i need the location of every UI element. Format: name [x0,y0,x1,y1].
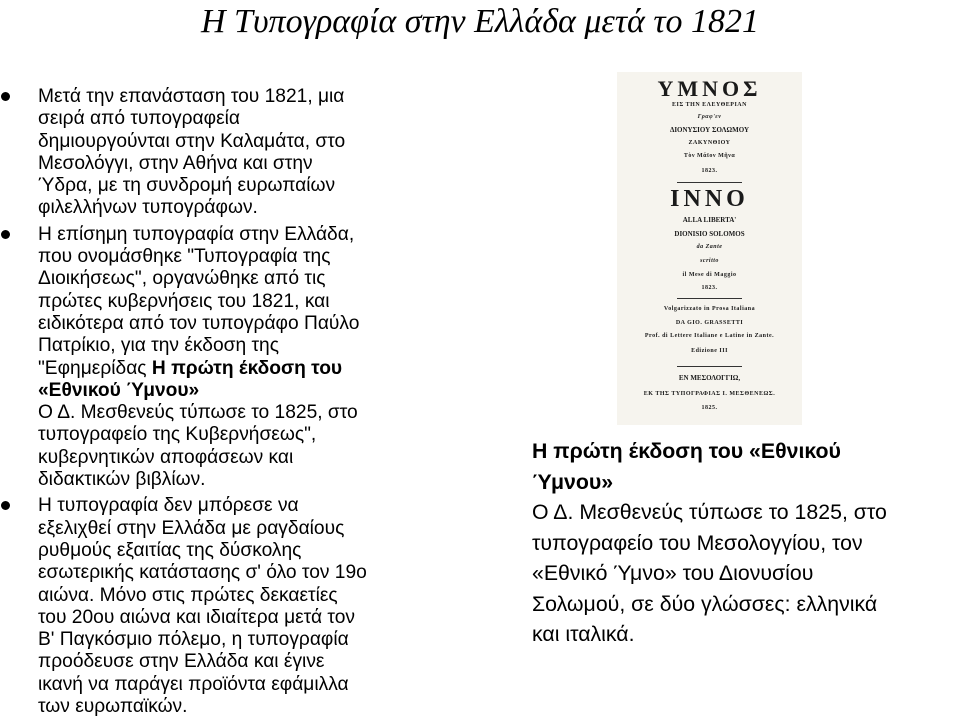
bullet-line: τυπογραφείο της Κυβερνήσεως", [38,424,317,446]
bullet-dot-icon [1,230,10,239]
bullet-item [0,224,520,492]
caption-line: «Εθνικό Ύμνο» του Διονυσίου [532,561,814,585]
caption-line: Η πρώτη έκδοση του «Εθνικού [532,439,841,463]
bullet-line: Η επίσημη τυπογραφία στην Ελλάδα, [38,223,355,245]
bullet-line: Η τυπογραφία δεν μπόρεσε να [38,495,299,517]
caption-line: τυπογραφείο του Μεσολογγίου, τον [532,530,863,555]
bullet-line: Β' Παγκόσμιο πόλεμο, η τυπογραφία [38,629,349,651]
bullet-line: "Εφημερίδας Η πρώτη έκδοση του [38,357,343,379]
scan-line: ALLA LIBERTA' [682,216,737,224]
scan-line: 1823. [701,168,718,174]
bullet-line: φιλελλήνων τυπογράφων. [38,197,258,219]
bullet-line: που ονομάσθηκε "Τυπογραφία της [38,246,331,268]
scan-line: 1825. [701,405,718,411]
bullet-line: αιώνα. Μόνο στις πρώτες δεκαετίες [38,584,338,606]
bullet-line: ικανή να παράγει προϊόντα εφάμιλλα [38,673,349,695]
bullet-line: Μεσολόγγι, στην Αθήνα και στην [38,152,313,174]
scan-line: scritto [700,258,719,264]
caption-line: και ιταλικά. [532,622,635,646]
bullet-item [0,86,520,220]
hymn-title-page-image [617,72,802,425]
bullet-line: εσωτερικής κατάστασης σ' όλο τον 19ο [38,562,367,584]
scan-line: ΥΜΝΟΣ [657,76,762,101]
bullet-line: εξελιχθεί στην Ελλάδα με ραγδαίους [38,517,345,539]
bullet-dot-icon [1,501,10,510]
scan-line: DA GIO. GRASSETTI [675,320,744,326]
scan-line: Γραφ'εν [697,114,722,120]
scan-line: Edizione III [691,348,728,354]
scan-line: DIONISIO SOLOMOS [674,230,745,238]
scan-line: il Mese di Maggio [682,272,737,278]
scan-line: 1823. [701,285,718,291]
bullet-line: Μετά την επανάσταση του 1821, μια [38,86,345,107]
scan-line: ΕΙΣ ΤΗΝ ΕΛΕΥΘΕΡΙΑΝ [672,102,747,108]
scan-rule [677,298,742,299]
scan-line: ΕΚ ΤΗΣ ΤΥΠΟΓΡΑΦΙΑΣ Ι. ΜΕΣΘΕΝΕΩΣ. [643,391,776,397]
scan-rule [677,366,742,367]
bullet-line: Διοικήσεως", οργανώθηκε από τις [38,268,326,290]
bullet-line: ρυθμούς εξαιτίας της δύσκολης [38,539,302,561]
bullet-line: Ο Δ. Μεσθενεύς τύπωσε το 1825, στο [38,402,358,424]
caption-line: Σολωμού, σε δύο γλώσσες: ελληνικά [532,591,878,616]
bullet-line: Πατρίκιο, για την έκδοση της [38,335,279,357]
bullet-line: κυβερνητικών αποφάσεων και [38,446,294,468]
scan-line: Volgarizzato in Prosa Italiana [663,306,756,312]
scan-line: Prof. di Lettere Italiane e Latine in Zante. [644,333,775,339]
bullet-line: ειδικότερα από τον τυπογράφο Παύλο [38,312,360,334]
bullet-line: πρώτες κυβερνήσεις του 1821, και [38,290,330,312]
bullet-line: «Εθνικού Ύμνου» [38,379,200,401]
bullet-line: Ύδρα, με τη συνδρομή ευρωπαίων [38,175,336,197]
bullet-line: προόδευσε στην Ελλάδα και έγινε [38,651,325,673]
slide-title: Η Τυπογραφία στην Ελλάδα μετά το 1821 [200,3,760,40]
scan-line: Τὸν Μάϊον Μῆνα [683,153,736,159]
scan-line: INNO [670,186,749,212]
bullet-item [0,495,520,718]
scan-line: ΔΙΟΝΥΣΙΟΥ ΣΟΛΩΜΟΥ [669,126,750,134]
bullet-line: δημιουργούνται στην Καλαμάτα, στο [38,130,346,152]
bullet-line: σειρά από τυπογραφεία [38,108,240,130]
scan-rule [677,182,742,183]
scan-line: ΖΑΚΥΝΘΙΟΥ [688,140,731,146]
caption-line: Ο Δ. Μεσθενεύς τύπωσε το 1825, στο [532,500,887,524]
bullet-line: διδακτικών βιβλίων. [38,469,206,491]
image-caption [532,436,960,650]
bullet-dot-icon [1,92,10,101]
bullet-line: των ευρωπαϊκών. [38,696,188,718]
bullet-line: του 20ου αιώνα και ιδιαίτερα μετά τον [38,606,355,628]
bullet-list [0,86,520,722]
scan-line: da Zante [696,244,723,250]
scan-line: ΕΝ ΜΕΣΟΛΟΓΓΙΩ, [678,374,741,382]
caption-line: Ύμνου» [532,469,614,494]
